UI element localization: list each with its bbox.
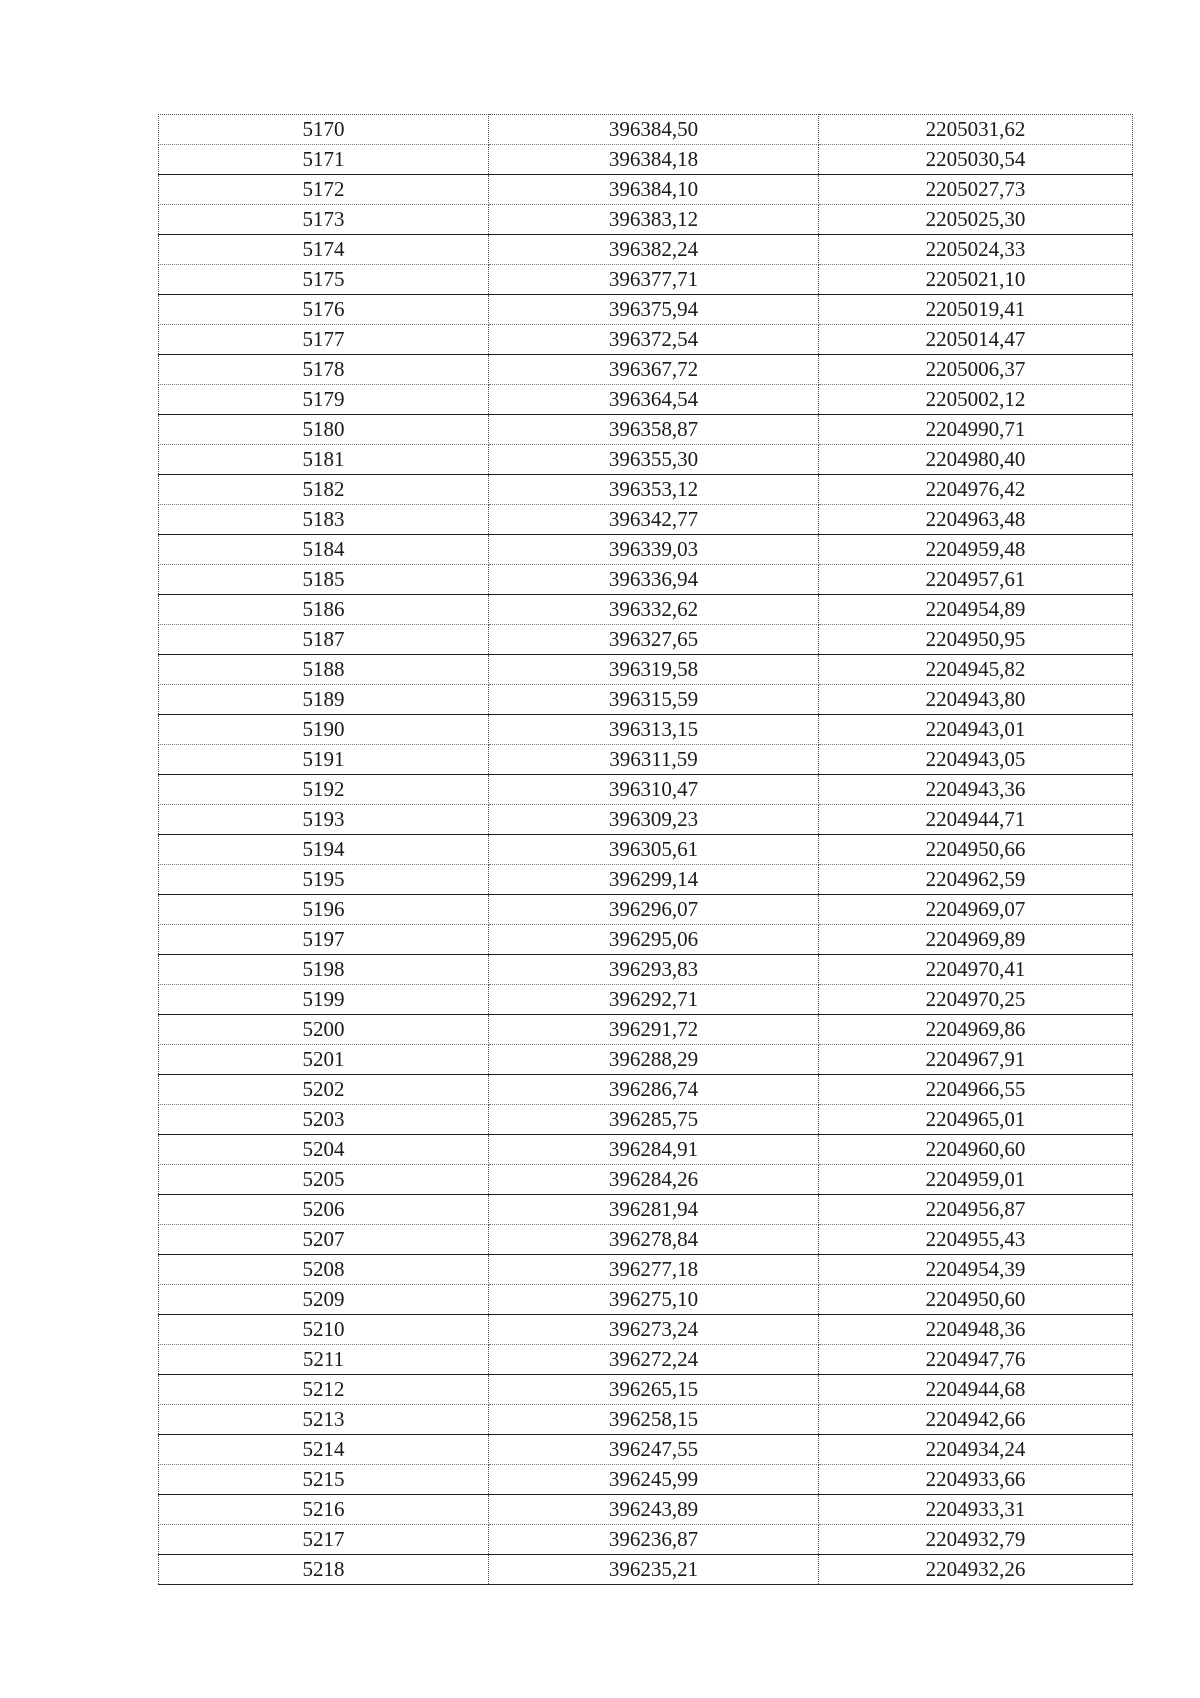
point-number-cell: 5181: [159, 445, 489, 475]
point-number-cell: 5200: [159, 1015, 489, 1045]
table-row: [159, 1195, 1133, 1225]
table-row: [159, 475, 1133, 505]
y-coordinate-cell: 2204976,42: [819, 475, 1133, 505]
point-number-cell: 5205: [159, 1165, 489, 1195]
x-coordinate-cell: 396383,12: [489, 205, 819, 235]
point-number-cell: 5215: [159, 1465, 489, 1495]
x-coordinate-cell: 396353,12: [489, 475, 819, 505]
point-number-cell: 5189: [159, 685, 489, 715]
x-coordinate-cell: 396236,87: [489, 1525, 819, 1555]
point-number-cell: 5213: [159, 1405, 489, 1435]
x-coordinate-cell: 396327,65: [489, 625, 819, 655]
point-number-cell: 5174: [159, 235, 489, 265]
x-coordinate-cell: 396235,21: [489, 1555, 819, 1585]
point-number-cell: 5209: [159, 1285, 489, 1315]
point-number-cell: 5180: [159, 415, 489, 445]
x-coordinate-cell: 396291,72: [489, 1015, 819, 1045]
coordinates-table: [158, 114, 1133, 1585]
table-row: [159, 1255, 1133, 1285]
point-number-cell: 5218: [159, 1555, 489, 1585]
x-coordinate-cell: 396384,18: [489, 145, 819, 175]
point-number-cell: 5210: [159, 1315, 489, 1345]
point-number-cell: 5202: [159, 1075, 489, 1105]
table-row: [159, 685, 1133, 715]
table-row: [159, 985, 1133, 1015]
x-coordinate-cell: 396265,15: [489, 1375, 819, 1405]
table-row: [159, 775, 1133, 805]
table-row: [159, 1165, 1133, 1195]
point-number-cell: 5183: [159, 505, 489, 535]
table-row: [159, 715, 1133, 745]
x-coordinate-cell: 396275,10: [489, 1285, 819, 1315]
y-coordinate-cell: 2204933,66: [819, 1465, 1133, 1495]
table-row: [159, 535, 1133, 565]
y-coordinate-cell: 2204943,36: [819, 775, 1133, 805]
table-row: [159, 145, 1133, 175]
x-coordinate-cell: 396384,50: [489, 115, 819, 145]
x-coordinate-cell: 396292,71: [489, 985, 819, 1015]
y-coordinate-cell: 2204970,41: [819, 955, 1133, 985]
x-coordinate-cell: 396272,24: [489, 1345, 819, 1375]
y-coordinate-cell: 2204943,01: [819, 715, 1133, 745]
point-number-cell: 5171: [159, 145, 489, 175]
table-row: [159, 655, 1133, 685]
table-row: [159, 1405, 1133, 1435]
table-row: [159, 1135, 1133, 1165]
point-number-cell: 5199: [159, 985, 489, 1015]
y-coordinate-cell: 2204944,71: [819, 805, 1133, 835]
point-number-cell: 5206: [159, 1195, 489, 1225]
point-number-cell: 5173: [159, 205, 489, 235]
table-row: [159, 1045, 1133, 1075]
x-coordinate-cell: 396332,62: [489, 595, 819, 625]
y-coordinate-cell: 2204963,48: [819, 505, 1133, 535]
y-coordinate-cell: 2204955,43: [819, 1225, 1133, 1255]
y-coordinate-cell: 2205030,54: [819, 145, 1133, 175]
point-number-cell: 5176: [159, 295, 489, 325]
table-row: [159, 925, 1133, 955]
y-coordinate-cell: 2204959,01: [819, 1165, 1133, 1195]
y-coordinate-cell: 2204934,24: [819, 1435, 1133, 1465]
x-coordinate-cell: 396311,59: [489, 745, 819, 775]
table-row: [159, 1285, 1133, 1315]
x-coordinate-cell: 396243,89: [489, 1495, 819, 1525]
table-row: [159, 565, 1133, 595]
x-coordinate-cell: 396284,26: [489, 1165, 819, 1195]
x-coordinate-cell: 396284,91: [489, 1135, 819, 1165]
table-row: [159, 1075, 1133, 1105]
table-row: [159, 295, 1133, 325]
table-row: [159, 805, 1133, 835]
table-row: [159, 115, 1133, 145]
point-number-cell: 5212: [159, 1375, 489, 1405]
point-number-cell: 5196: [159, 895, 489, 925]
y-coordinate-cell: 2204954,89: [819, 595, 1133, 625]
y-coordinate-cell: 2205021,10: [819, 265, 1133, 295]
point-number-cell: 5198: [159, 955, 489, 985]
x-coordinate-cell: 396375,94: [489, 295, 819, 325]
x-coordinate-cell: 396309,23: [489, 805, 819, 835]
point-number-cell: 5190: [159, 715, 489, 745]
y-coordinate-cell: 2205027,73: [819, 175, 1133, 205]
x-coordinate-cell: 396281,94: [489, 1195, 819, 1225]
y-coordinate-cell: 2205014,47: [819, 325, 1133, 355]
table-row: [159, 1015, 1133, 1045]
x-coordinate-cell: 396277,18: [489, 1255, 819, 1285]
y-coordinate-cell: 2205006,37: [819, 355, 1133, 385]
table-row: [159, 1555, 1133, 1585]
x-coordinate-cell: 396364,54: [489, 385, 819, 415]
y-coordinate-cell: 2204960,60: [819, 1135, 1133, 1165]
y-coordinate-cell: 2204932,79: [819, 1525, 1133, 1555]
y-coordinate-cell: 2205019,41: [819, 295, 1133, 325]
point-number-cell: 5192: [159, 775, 489, 805]
coordinates-table-body: [159, 115, 1133, 1585]
point-number-cell: 5201: [159, 1045, 489, 1075]
x-coordinate-cell: 396377,71: [489, 265, 819, 295]
x-coordinate-cell: 396372,54: [489, 325, 819, 355]
table-row: [159, 745, 1133, 775]
y-coordinate-cell: 2204966,55: [819, 1075, 1133, 1105]
y-coordinate-cell: 2204957,61: [819, 565, 1133, 595]
table-row: [159, 595, 1133, 625]
table-row: [159, 1315, 1133, 1345]
table-row: [159, 415, 1133, 445]
table-row: [159, 445, 1133, 475]
x-coordinate-cell: 396286,74: [489, 1075, 819, 1105]
y-coordinate-cell: 2204943,05: [819, 745, 1133, 775]
y-coordinate-cell: 2205025,30: [819, 205, 1133, 235]
point-number-cell: 5217: [159, 1525, 489, 1555]
x-coordinate-cell: 396319,58: [489, 655, 819, 685]
point-number-cell: 5204: [159, 1135, 489, 1165]
y-coordinate-cell: 2204945,82: [819, 655, 1133, 685]
point-number-cell: 5208: [159, 1255, 489, 1285]
point-number-cell: 5211: [159, 1345, 489, 1375]
x-coordinate-cell: 396293,83: [489, 955, 819, 985]
table-row: [159, 865, 1133, 895]
y-coordinate-cell: 2204969,89: [819, 925, 1133, 955]
x-coordinate-cell: 396355,30: [489, 445, 819, 475]
table-row: [159, 235, 1133, 265]
point-number-cell: 5170: [159, 115, 489, 145]
point-number-cell: 5194: [159, 835, 489, 865]
point-number-cell: 5175: [159, 265, 489, 295]
table-row: [159, 1105, 1133, 1135]
table-row: [159, 1495, 1133, 1525]
x-coordinate-cell: 396339,03: [489, 535, 819, 565]
table-row: [159, 205, 1133, 235]
point-number-cell: 5214: [159, 1435, 489, 1465]
x-coordinate-cell: 396367,72: [489, 355, 819, 385]
y-coordinate-cell: 2204969,07: [819, 895, 1133, 925]
y-coordinate-cell: 2204950,95: [819, 625, 1133, 655]
y-coordinate-cell: 2204932,26: [819, 1555, 1133, 1585]
x-coordinate-cell: 396336,94: [489, 565, 819, 595]
point-number-cell: 5178: [159, 355, 489, 385]
point-number-cell: 5203: [159, 1105, 489, 1135]
y-coordinate-cell: 2204942,66: [819, 1405, 1133, 1435]
table-row: [159, 385, 1133, 415]
point-number-cell: 5184: [159, 535, 489, 565]
y-coordinate-cell: 2204933,31: [819, 1495, 1133, 1525]
table-row: [159, 505, 1133, 535]
point-number-cell: 5216: [159, 1495, 489, 1525]
point-number-cell: 5177: [159, 325, 489, 355]
x-coordinate-cell: 396382,24: [489, 235, 819, 265]
x-coordinate-cell: 396295,06: [489, 925, 819, 955]
table-row: [159, 265, 1133, 295]
point-number-cell: 5207: [159, 1225, 489, 1255]
x-coordinate-cell: 396258,15: [489, 1405, 819, 1435]
x-coordinate-cell: 396273,24: [489, 1315, 819, 1345]
point-number-cell: 5188: [159, 655, 489, 685]
y-coordinate-cell: 2204947,76: [819, 1345, 1133, 1375]
table-row: [159, 1375, 1133, 1405]
point-number-cell: 5197: [159, 925, 489, 955]
point-number-cell: 5186: [159, 595, 489, 625]
x-coordinate-cell: 396296,07: [489, 895, 819, 925]
x-coordinate-cell: 396313,15: [489, 715, 819, 745]
table-row: [159, 325, 1133, 355]
x-coordinate-cell: 396315,59: [489, 685, 819, 715]
y-coordinate-cell: 2204944,68: [819, 1375, 1133, 1405]
y-coordinate-cell: 2204962,59: [819, 865, 1133, 895]
x-coordinate-cell: 396310,47: [489, 775, 819, 805]
y-coordinate-cell: 2204990,71: [819, 415, 1133, 445]
y-coordinate-cell: 2204950,60: [819, 1285, 1133, 1315]
y-coordinate-cell: 2205024,33: [819, 235, 1133, 265]
x-coordinate-cell: 396384,10: [489, 175, 819, 205]
y-coordinate-cell: 2204970,25: [819, 985, 1133, 1015]
x-coordinate-cell: 396358,87: [489, 415, 819, 445]
point-number-cell: 5179: [159, 385, 489, 415]
x-coordinate-cell: 396285,75: [489, 1105, 819, 1135]
x-coordinate-cell: 396342,77: [489, 505, 819, 535]
y-coordinate-cell: 2204948,36: [819, 1315, 1133, 1345]
point-number-cell: 5187: [159, 625, 489, 655]
point-number-cell: 5172: [159, 175, 489, 205]
table-row: [159, 1435, 1133, 1465]
table-row: [159, 625, 1133, 655]
y-coordinate-cell: 2204965,01: [819, 1105, 1133, 1135]
x-coordinate-cell: 396278,84: [489, 1225, 819, 1255]
y-coordinate-cell: 2204943,80: [819, 685, 1133, 715]
y-coordinate-cell: 2205031,62: [819, 115, 1133, 145]
table-row: [159, 355, 1133, 385]
point-number-cell: 5182: [159, 475, 489, 505]
y-coordinate-cell: 2204980,40: [819, 445, 1133, 475]
point-number-cell: 5195: [159, 865, 489, 895]
table-row: [159, 835, 1133, 865]
y-coordinate-cell: 2204956,87: [819, 1195, 1133, 1225]
table-row: [159, 895, 1133, 925]
table-row: [159, 1465, 1133, 1495]
y-coordinate-cell: 2204950,66: [819, 835, 1133, 865]
x-coordinate-cell: 396245,99: [489, 1465, 819, 1495]
table-row: [159, 1525, 1133, 1555]
point-number-cell: 5185: [159, 565, 489, 595]
x-coordinate-cell: 396288,29: [489, 1045, 819, 1075]
point-number-cell: 5193: [159, 805, 489, 835]
y-coordinate-cell: 2205002,12: [819, 385, 1133, 415]
x-coordinate-cell: 396305,61: [489, 835, 819, 865]
table-row: [159, 1345, 1133, 1375]
y-coordinate-cell: 2204969,86: [819, 1015, 1133, 1045]
x-coordinate-cell: 396247,55: [489, 1435, 819, 1465]
y-coordinate-cell: 2204954,39: [819, 1255, 1133, 1285]
table-row: [159, 175, 1133, 205]
table-row: [159, 955, 1133, 985]
table-row: [159, 1225, 1133, 1255]
y-coordinate-cell: 2204959,48: [819, 535, 1133, 565]
x-coordinate-cell: 396299,14: [489, 865, 819, 895]
y-coordinate-cell: 2204967,91: [819, 1045, 1133, 1075]
point-number-cell: 5191: [159, 745, 489, 775]
